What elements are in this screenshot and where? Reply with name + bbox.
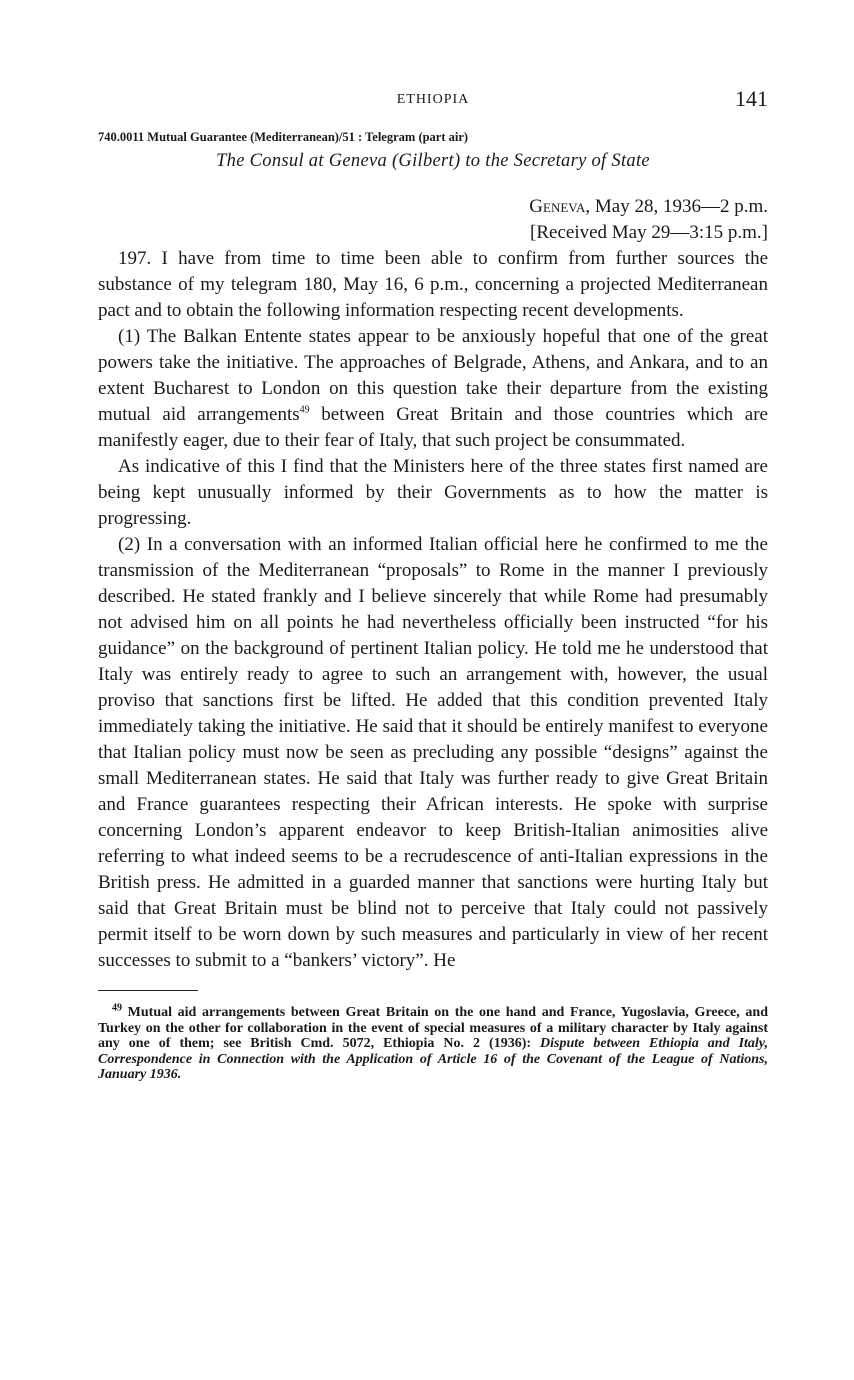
paragraph-1: 197. I have from time to time been able to confirm from further sources the substance of my telegram 180, May 16, 6 p.m., concerning a projected Mediterranean pact and to obtain the following information respecting recent developments. (98, 248, 768, 321)
telegram-body (98, 246, 768, 974)
paragraph-2 (98, 324, 768, 454)
footnote-marker: 49 (112, 1002, 122, 1014)
footnote-reference[interactable]: 49 (299, 404, 310, 416)
footnote (98, 1002, 768, 1083)
paragraph-2-after: between Great Britain and those countries which are manifestly eager, due to their fear of Italy, that such project be consummated. (98, 404, 768, 451)
paragraph-3: As indicative of this I find that the Ministers here of the three states first named are being kept unusually informed by their Governments as to how the matter is progressing. (98, 456, 768, 529)
page-number: 141 (735, 86, 768, 111)
paragraph-2-before: (1) The Balkan Entente states appear to be anxiously hopeful that one of the great powers take the initiative. The approaches of Belgrade, Athens, and Ankara, and to an extent Bucharest to London on this question take their departure from the existing mutual aid arrangements (98, 326, 768, 425)
dateline-received: [Received May 29—3:15 p.m.] (530, 222, 768, 243)
footnote-text: Mutual aid arrangements between Great Britain on the one hand and France, Yugoslavia, Greece, and Turkey on the other for collaboration in the event of special measures of a military character by Italy against any one of them; see British Cmd. 5072, Ethiopia No. 2 (1936): (98, 1005, 768, 1051)
footnote-citation-title: Dispute between Ethiopia and Italy, Correspondence in Connection with the Application of Article 16 of the Covenant of the League of Nations, January 1936. (98, 1036, 768, 1082)
document-heading (98, 151, 768, 172)
heading-lead: The Consul at Geneva ( (216, 151, 399, 171)
heading-trail: ) to the Secretary of State (453, 151, 650, 171)
dateline-date: , May 28, 1936—2 p.m. (585, 196, 768, 217)
heading-name: Gilbert (398, 151, 454, 171)
footnote-rule (98, 990, 198, 991)
dateline-place: Geneva (529, 196, 586, 217)
document-page (98, 86, 768, 1083)
running-head (98, 86, 768, 116)
footnote-49 (98, 1002, 768, 1083)
dateline (98, 194, 768, 246)
running-title: ETHIOPIA (396, 92, 470, 107)
dateline-sent (98, 194, 768, 220)
paragraph-4: (2) In a conversation with an informed Italian official here he confirmed to me the transmission of the Mediterranean “proposals” to Rome in the manner I previously described. He stated frankly and I believe sincerely that while Rome had presumably not advised him on all points he had nevertheless officially been instructed “for his guidance” on the background of pertinent Italian policy. He told me he understood that Italy was entirely ready to agree to such an arrangement with, however, the usual proviso that sanctions first be lifted. He added that this condition prevented Italy immediately taking the initiative. He said that it should be entirely manifest to everyone that Italian policy must now be seen as precluding any possible “designs” against the small Mediterranean states. He said that Italy was further ready to give Great Britain and France guarantees respecting their African interests. He spoke with surprise concerning London’s apparent endeavor to keep British-Italian animosities alive referring to what indeed seems to be a recrudescence of anti-Italian expressions in the British press. He admitted in a guarded manner that sanctions were hurting Italy but said that Great Britain must be blind not to perceive that Italy could not passively permit itself to be worn down by such measures and particularly in view of her recent successes to submit to a “bankers’ victory”. He (98, 534, 768, 971)
file-reference: 740.0011 Mutual Guarantee (Mediterranean)/51 : Telegram (part air) (98, 130, 469, 144)
